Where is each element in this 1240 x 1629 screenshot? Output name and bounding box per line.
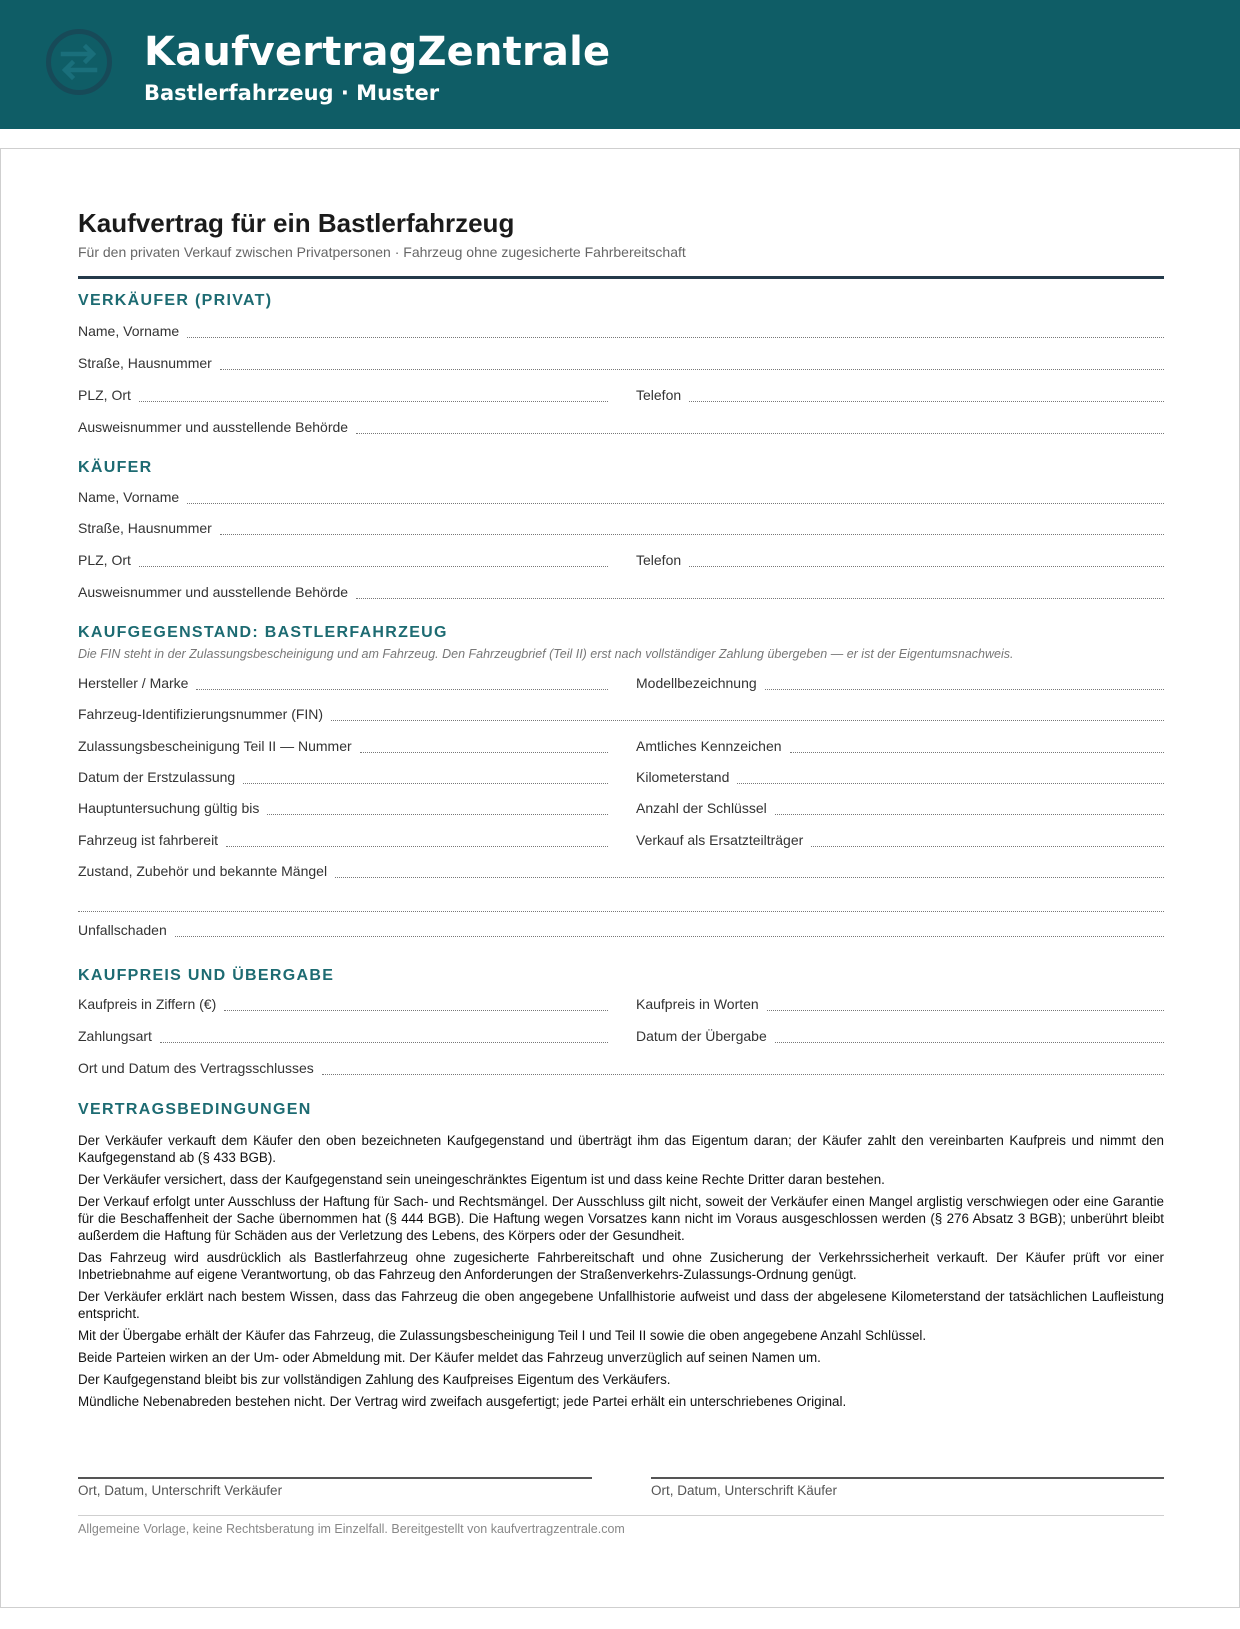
- field-label: PLZ, Ort: [78, 387, 131, 403]
- field-label: Ausweisnummer und ausstellende Behörde: [78, 419, 349, 435]
- field-label: Zahlungsart: [78, 1028, 152, 1044]
- field-label: Name, Vorname: [78, 489, 180, 505]
- buyer-signature-line[interactable]: [651, 1477, 1164, 1479]
- brand-tagline: Bastlerfahrzeug · Muster: [144, 81, 440, 105]
- vehicle-plate-field[interactable]: [636, 736, 1164, 756]
- vehicle-first-reg-field[interactable]: [78, 767, 608, 787]
- term-paragraph: Der Verkauf erfolgt unter Ausschluss der Haftung für Sach- und Rechtsmängel. Der Ausschluss gilt nicht, soweit der Verkäufer einen Mangel arglistig verschwiegen oder eine Garantie für die Beschaffenheit der Sache übernommen hat (§ 444 BGB). Die Haftung wegen Vorsatzes kann nicht im Voraus ausgeschlossen werden (§ 276 Absatz 3 BGB); unberührt bleibt außerdem die Haftung für Schäden aus der Verletzung des Lebens, des Körpers oder der Gesundheit.: [78, 1194, 1164, 1243]
- terms-list: [78, 1132, 1164, 1415]
- field-label: Amtliches Kennzeichen: [636, 738, 782, 754]
- field-label: Name, Vorname: [78, 323, 180, 339]
- field-label: PLZ, Ort: [78, 552, 131, 568]
- field-label: Ausweisnummer und ausstellende Behörde: [78, 584, 349, 600]
- vehicle-vin-field[interactable]: [78, 704, 1164, 724]
- vehicle-keys-field[interactable]: [636, 798, 1164, 818]
- field-label: Kaufpreis in Ziffern (€): [78, 996, 217, 1012]
- vehicle-parts-field[interactable]: [636, 830, 1164, 850]
- term-paragraph: Das Fahrzeug wird ausdrücklich als Bastlerfahrzeug ohne zugesicherte Fahrbereitschaft und ohne Zusicherung der Verkehrssicherheit verkauft. Der Käufer prüft vor einer Inbetriebnahme auf eigene Verantwortung, ob das Fahrzeug den Anforderungen der Straßenverkehrs-Zulassungs-Ordnung genügt.: [78, 1250, 1164, 1282]
- footer-note: Allgemeine Vorlage, keine Rechtsberatung im Einzelfall. Bereitgestellt von kaufvertragzentrale.com: [78, 1522, 625, 1536]
- field-label: Anzahl der Schlüssel: [636, 800, 767, 816]
- field-label: Modellbezeichnung: [636, 675, 757, 691]
- vehicle-accident-field[interactable]: [78, 920, 1164, 940]
- term-paragraph: Der Verkäufer erklärt nach bestem Wissen, dass das Fahrzeug die oben angegebene Unfallhistorie aufweist und dass der abgelesene Kilometerstand der tatsächlichen Laufleistung entspricht.: [78, 1289, 1164, 1321]
- field-label: Ort und Datum des Vertragsschlusses: [78, 1060, 314, 1076]
- document-title: Kaufvertrag für ein Bastlerfahrzeug: [78, 208, 515, 238]
- vehicle-make-field[interactable]: [78, 673, 608, 693]
- buyer-city-field[interactable]: [78, 550, 608, 570]
- section-heading-seller: VERKÄUFER (PRIVAT): [78, 292, 273, 309]
- term-paragraph: Der Verkäufer versichert, dass der Kaufgegenstand sein uneingeschränktes Eigentum ist und dass keine Rechte Dritter daran bestehen.: [78, 1172, 885, 1187]
- contract-place-date-field[interactable]: [78, 1058, 1164, 1078]
- seller-signature-line[interactable]: [78, 1477, 592, 1479]
- seller-id-field[interactable]: [78, 417, 1164, 437]
- vehicle-reg2-field[interactable]: [78, 736, 608, 756]
- field-label: Datum der Erstzulassung: [78, 769, 236, 785]
- field-label: Unfallschaden: [78, 922, 167, 938]
- field-label: Kaufpreis in Worten: [636, 996, 759, 1012]
- payment-method-field[interactable]: [78, 1026, 608, 1046]
- handover-date-field[interactable]: [636, 1026, 1164, 1046]
- field-label: Kilometerstand: [636, 769, 730, 785]
- brand-name: KaufvertragZentrale: [144, 29, 611, 75]
- term-paragraph: Der Verkäufer verkauft dem Käufer den oben bezeichneten Kaufgegenstand und überträgt ihm das Eigentum daran; der Käufer zahlt den vereinbarten Kaufpreis und nimmt den Kaufgegenstand ab (§ 433 BGB).: [78, 1133, 1164, 1165]
- buyer-signature-label: Ort, Datum, Unterschrift Käufer: [651, 1483, 838, 1498]
- field-label: Straße, Hausnummer: [78, 355, 212, 371]
- term-paragraph: Mündliche Nebenabreden bestehen nicht. Der Vertrag wird zweifach ausgefertigt; jede Partei erhält ein unterschriebenes Original.: [78, 1394, 847, 1409]
- header-banner: [0, 0, 1240, 129]
- vehicle-condition-extra-line[interactable]: [78, 911, 1164, 912]
- field-label: Datum der Übergabe: [636, 1028, 767, 1044]
- field-label: Zustand, Zubehör und bekannte Mängel: [78, 863, 328, 879]
- vehicle-model-field[interactable]: [636, 673, 1164, 693]
- term-paragraph: Mit der Übergabe erhält der Käufer das Fahrzeug, die Zulassungsbescheinigung Teil I und Teil II sowie die oben angegebene Anzahl Schlüssel.: [78, 1328, 927, 1343]
- field-label: Verkauf als Ersatzteilträger: [636, 832, 804, 848]
- term-paragraph: Der Kaufgegenstand bleibt bis zur vollständigen Zahlung des Kaufpreises Eigentum des Verkäufers.: [78, 1372, 671, 1387]
- field-label: Telefon: [636, 387, 682, 403]
- price-words-field[interactable]: [636, 994, 1164, 1014]
- seller-street-field[interactable]: [78, 353, 1164, 373]
- field-label: Hauptuntersuchung gültig bis: [78, 800, 260, 816]
- buyer-phone-field[interactable]: [636, 550, 1164, 570]
- vehicle-inspection-field[interactable]: [78, 798, 608, 818]
- field-label: Hersteller / Marke: [78, 675, 189, 691]
- vehicle-note: Die FIN steht in der Zulassungsbescheinigung und am Fahrzeug. Den Fahrzeugbrief (Teil II) erst nach vollständiger Zahlung übergeben — er ist der Eigentumsnachweis.: [78, 647, 1014, 661]
- exchange-arrows-icon: [46, 29, 112, 95]
- vehicle-condition-field[interactable]: [78, 861, 1164, 881]
- field-label: Zulassungsbescheinigung Teil II — Nummer: [78, 738, 352, 754]
- field-label: Fahrzeug ist fahrbereit: [78, 832, 219, 848]
- seller-phone-field[interactable]: [636, 385, 1164, 405]
- field-label: Telefon: [636, 552, 682, 568]
- footer-divider: [78, 1515, 1164, 1516]
- buyer-street-field[interactable]: [78, 518, 1164, 538]
- field-label: Straße, Hausnummer: [78, 520, 212, 536]
- vehicle-mileage-field[interactable]: [636, 767, 1164, 787]
- seller-city-field[interactable]: [78, 385, 608, 405]
- title-divider: [78, 276, 1164, 279]
- buyer-id-field[interactable]: [78, 582, 1164, 602]
- section-heading-price: KAUFPREIS UND ÜBERGABE: [78, 967, 335, 984]
- term-paragraph: Beide Parteien wirken an der Um- oder Abmeldung mit. Der Käufer meldet das Fahrzeug unverzüglich auf seinen Namen um.: [78, 1350, 821, 1365]
- price-digits-field[interactable]: [78, 994, 608, 1014]
- seller-name-field[interactable]: [78, 321, 1164, 341]
- vehicle-drivable-field[interactable]: [78, 830, 608, 850]
- document-subtitle: Für den privaten Verkauf zwischen Privatpersonen · Fahrzeug ohne zugesicherte Fahrbereitschaft: [78, 244, 686, 260]
- section-heading-buyer: KÄUFER: [78, 459, 153, 476]
- field-label: Fahrzeug-Identifizierungsnummer (FIN): [78, 706, 324, 722]
- seller-signature-label: Ort, Datum, Unterschrift Verkäufer: [78, 1483, 283, 1498]
- section-heading-terms: VERTRAGSBEDINGUNGEN: [78, 1101, 312, 1118]
- section-heading-vehicle: KAUFGEGENSTAND: BASTLERFAHRZEUG: [78, 624, 448, 641]
- buyer-name-field[interactable]: [78, 487, 1164, 507]
